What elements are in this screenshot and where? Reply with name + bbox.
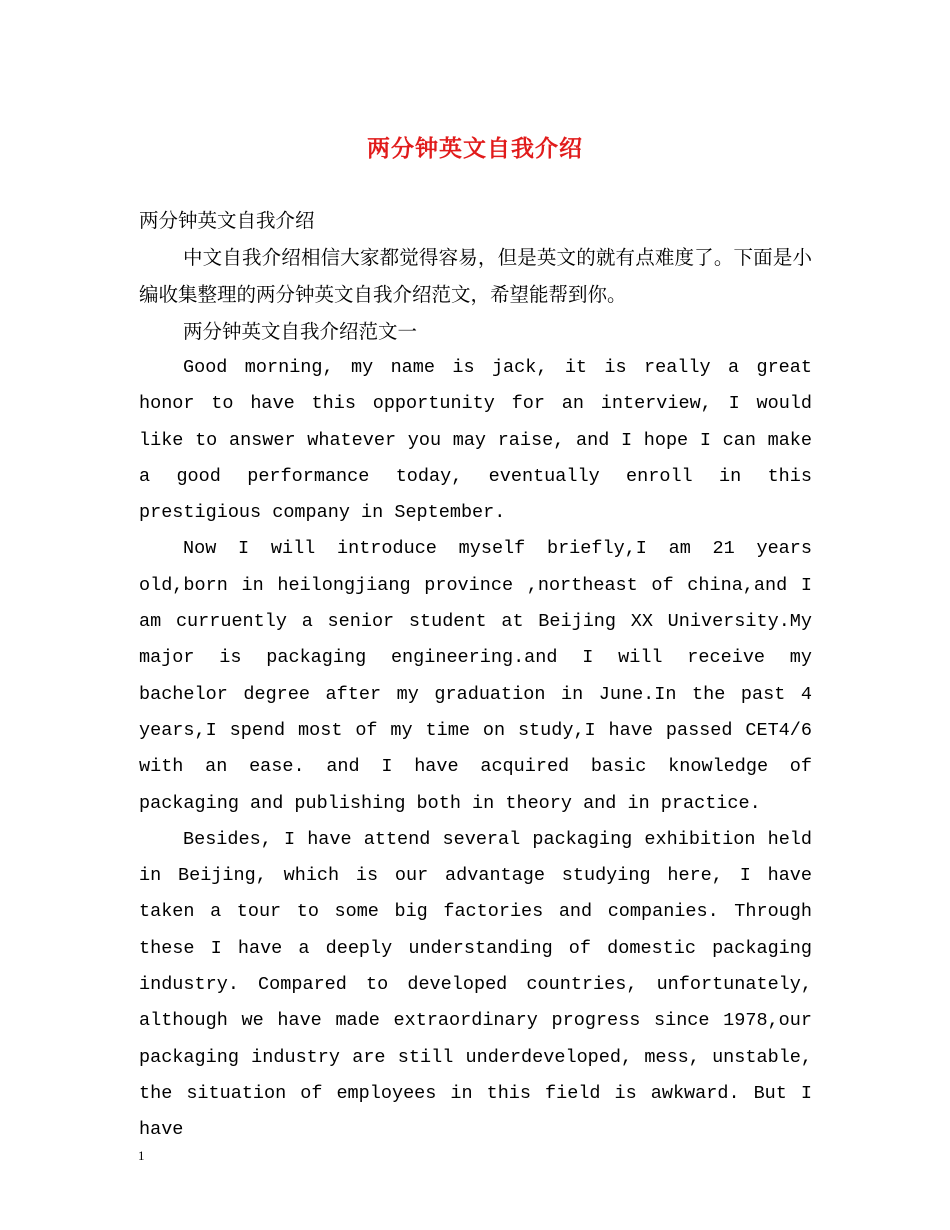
intro-paragraph: 中文自我介绍相信大家都觉得容易，但是英文的就有点难度了。下面是小编收集整理的两分钟英文自我介绍范文，希望能帮到你。: [139, 246, 812, 306]
document-body: [139, 202, 812, 1149]
paragraph-2: Now I will introduce myself briefly,I am 21 years old,born in heilongjiang province ,northeast of china,and I am curruently a senior student at Beijing XX University.My major is packaging engineering.and I will receive my bachelor degree after my graduation in June.In the past 4 years,I spend most of my time on study,I have passed CET4/6 with an ease. and I have acquired basic knowledge of packaging and publishing both in theory and in practice.: [139, 538, 812, 814]
document-title: 两分钟英文自我介绍: [367, 135, 583, 162]
section-title: 两分钟英文自我介绍范文一: [183, 320, 418, 343]
paragraph-1: Good morning, my name is jack, it is really a great honor to have this opportunity for an interview, I would like to answer whatever you may raise, and I hope I can make a good performance today, eventually enroll in this prestigious company in September.: [139, 357, 812, 524]
paragraph-3: Besides, I have attend several packaging exhibition held in Beijing, which is our advantage studying here, I have taken a tour to some big factories and companies. Through these I have a deeply understanding of domestic packaging industry. Compared to developed countries, unfortunately, although we have made extraordinary progress since 1978,our packaging industry are still underdeveloped, mess, unstable, the situation of employees in this field is awkward. But I have: [139, 828, 812, 1141]
page-number: 1: [138, 1148, 145, 1163]
document-heading: 两分钟英文自我介绍: [139, 209, 315, 232]
